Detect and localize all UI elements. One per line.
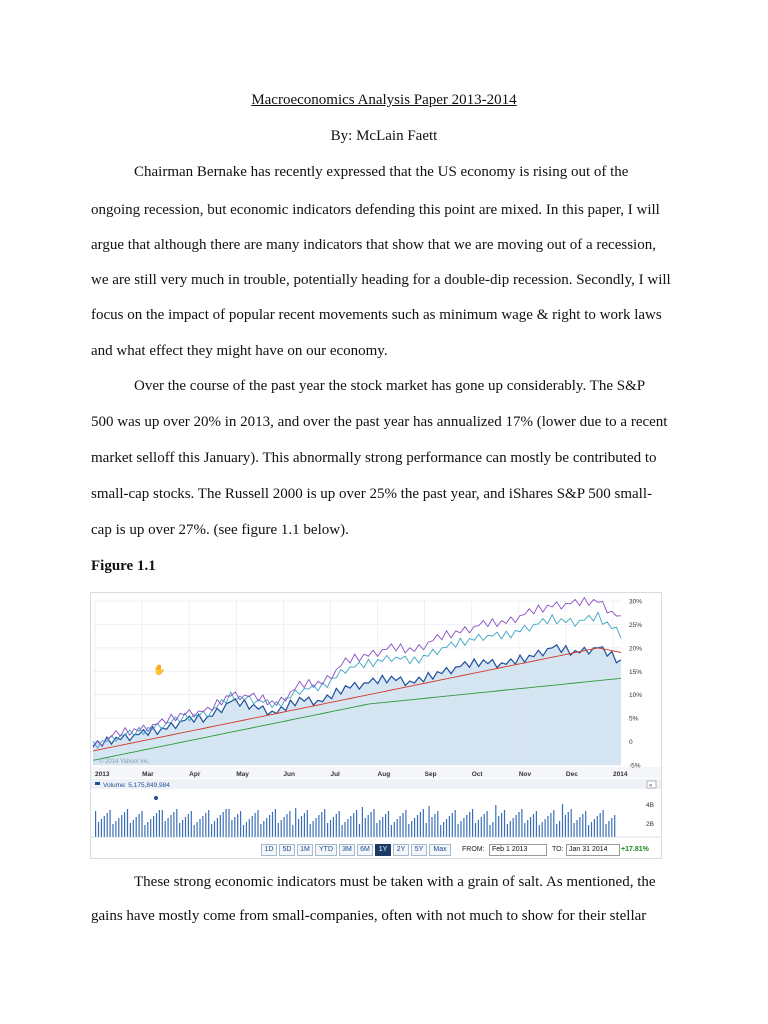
volume-bar — [408, 824, 409, 837]
volume-bar — [405, 810, 406, 837]
volume-bar — [518, 812, 519, 837]
volume-bar — [426, 823, 427, 837]
volume-bar — [579, 817, 580, 837]
volume-bar — [585, 811, 586, 837]
volume-bar — [324, 809, 325, 837]
volume-bar — [234, 817, 235, 837]
y-tick-label: 30% — [629, 598, 643, 606]
volume-bar — [307, 810, 308, 837]
volume-bar — [286, 814, 287, 837]
author-byline: By: McLain Faett — [330, 128, 438, 144]
x-tick-label: Sep — [424, 771, 437, 778]
volume-bar — [513, 818, 514, 837]
volume-bar — [475, 823, 476, 837]
paragraph-line: cap is up over 27%. (see figure 1.1 below). — [91, 522, 349, 538]
volume-bar — [188, 814, 189, 837]
volume-bar — [458, 824, 459, 837]
volume-bar — [275, 809, 276, 837]
volume-bar — [339, 811, 340, 837]
volume-bar — [205, 813, 206, 837]
volume-bar — [516, 815, 517, 837]
y-tick-label: 25% — [629, 621, 643, 629]
figure-label: Figure 1.1 — [91, 558, 156, 574]
volume-bar — [469, 812, 470, 837]
paragraph-line: 500 was up over 20% in 2013, and over the past year has annualized 17% (lower due to a recent — [91, 414, 668, 430]
volume-bar — [124, 812, 125, 837]
volume-bar — [391, 825, 392, 837]
volume-bar — [150, 819, 151, 837]
volume-bar — [292, 825, 293, 837]
volume-legend-icon — [95, 782, 100, 785]
volume-bar — [452, 813, 453, 837]
volume-bar — [614, 815, 615, 837]
volume-bar — [524, 823, 525, 837]
volume-bar — [443, 822, 444, 837]
volume-bar — [269, 815, 270, 837]
volume-bar — [301, 816, 302, 837]
volume-bar — [240, 811, 241, 837]
volume-bar — [110, 810, 111, 837]
volume-bar — [600, 813, 601, 837]
volume-bar — [144, 825, 145, 837]
volume-bar — [141, 811, 142, 837]
x-tick-label: Nov — [518, 771, 532, 778]
volume-bar — [226, 809, 227, 837]
range-button-1d[interactable]: 1D — [261, 844, 277, 856]
volume-bar — [440, 825, 441, 837]
volume-bar — [501, 813, 502, 837]
volume-bar — [165, 821, 166, 837]
volume-bar — [133, 820, 134, 837]
volume-bar — [527, 820, 528, 837]
x-tick-label: Mar — [142, 771, 154, 778]
volume-bar — [507, 824, 508, 837]
y-tick-label: 5% — [629, 715, 639, 723]
volume-bar — [356, 810, 357, 837]
x-tick-label: 2014 — [613, 771, 628, 778]
volume-bar — [521, 809, 522, 837]
volume-bar — [98, 822, 99, 837]
volume-bar — [310, 824, 311, 837]
hand-cursor-icon: ✋ — [153, 665, 166, 676]
x-tick-label: 2013 — [95, 771, 110, 778]
volume-bar — [556, 824, 557, 837]
to-label: TO: — [552, 846, 564, 853]
volume-bar — [562, 804, 563, 837]
volume-bar — [597, 816, 598, 837]
volume-bar — [107, 813, 108, 837]
volume-bar — [429, 806, 430, 837]
volume-bar — [214, 821, 215, 837]
page-title: Macroeconomics Analysis Paper 2013-2014 — [251, 92, 517, 108]
volume-bar — [95, 811, 96, 837]
collapse-volume-glyph: « — [649, 783, 653, 789]
from-label: FROM: — [462, 846, 485, 853]
volume-bar — [243, 825, 244, 837]
volume-tick-label: 4B — [646, 802, 654, 809]
volume-bar — [487, 811, 488, 837]
volume-bar — [431, 817, 432, 837]
volume-bar — [382, 817, 383, 837]
volume-bar — [582, 814, 583, 837]
volume-bar — [139, 814, 140, 837]
volume-bar — [385, 814, 386, 837]
volume-bar — [179, 823, 180, 837]
volume-bar — [257, 810, 258, 837]
volume-bar — [608, 821, 609, 837]
volume-bar — [208, 810, 209, 837]
volume-bar — [603, 810, 604, 837]
volume-bar — [530, 817, 531, 837]
volume-bar — [101, 819, 102, 837]
volume-bar — [298, 819, 299, 837]
volume-bar — [350, 816, 351, 837]
volume-bar — [553, 810, 554, 837]
y-tick-label: 15% — [629, 668, 643, 676]
stock-chart[interactable] — [90, 592, 662, 859]
volume-bar — [379, 820, 380, 837]
x-tick-label: Apr — [189, 771, 201, 778]
volume-bar — [347, 819, 348, 837]
volume-bar — [539, 825, 540, 837]
volume-bar — [156, 813, 157, 837]
volume-label: Volume: 5,175,849,984 — [103, 782, 170, 789]
paragraph-line: Over the course of the past year the stock market has gone up considerably. The S&P — [134, 378, 646, 394]
volume-bar — [295, 808, 296, 837]
volume-bar — [159, 810, 160, 837]
volume-bar — [495, 805, 496, 837]
to-date-input[interactable]: Jan 31 2014 — [566, 844, 620, 856]
volume-bar — [371, 812, 372, 837]
volume-bar — [394, 822, 395, 837]
volume-bar — [304, 813, 305, 837]
paragraph-line: market selloff this January). This abnormally strong performance can mostly be contributed to — [91, 450, 657, 466]
volume-bar — [278, 823, 279, 837]
paragraph-line: and what effect they might have on our economy. — [91, 343, 388, 359]
volume-bar — [228, 809, 229, 837]
y-tick-label: 0 — [629, 739, 633, 747]
volume-bar — [547, 816, 548, 837]
paragraph-line: focus on the impact of popular recent movements such as minimum wage & right to work laws — [91, 307, 662, 323]
paragraph-line: we are still very much in trouble, potentially heading for a double-dip recession. Secondly, I will — [91, 272, 671, 288]
chart-area-fill — [93, 645, 621, 765]
volume-bar — [237, 814, 238, 837]
x-tick-label: Jul — [330, 771, 340, 778]
volume-bar — [176, 809, 177, 837]
volume-bar — [246, 822, 247, 837]
volume-bar — [568, 812, 569, 837]
volume-bar — [121, 815, 122, 837]
volume-bar — [388, 811, 389, 837]
volume-bar — [255, 813, 256, 837]
volume-bar — [359, 824, 360, 837]
volume-bar — [455, 810, 456, 837]
volume-bar — [333, 817, 334, 837]
volume-bar — [571, 809, 572, 837]
volume-bar — [576, 820, 577, 837]
volume-bar — [118, 818, 119, 837]
from-date-input[interactable]: Feb 1 2013 — [489, 844, 547, 856]
volume-header-bar — [91, 779, 661, 789]
volume-bar — [182, 820, 183, 837]
volume-bar — [191, 811, 192, 837]
range-button-1y[interactable]: 1Y — [375, 844, 391, 856]
paragraph-line: Chairman Bernake has recently expressed that the US economy is rising out of the — [134, 164, 629, 180]
volume-bar — [170, 815, 171, 837]
volume-bar — [342, 825, 343, 837]
volume-bar — [330, 820, 331, 837]
volume-bar — [489, 825, 490, 837]
x-tick-label: Jun — [283, 771, 295, 778]
paragraph-line: These strong economic indicators must be taken with a grain of salt. As mentioned, the — [134, 874, 656, 890]
volume-bar — [492, 822, 493, 837]
volume-bar — [504, 810, 505, 837]
volume-bar — [231, 820, 232, 837]
volume-bar — [588, 825, 589, 837]
volume-bar — [460, 821, 461, 837]
range-button-2y[interactable]: 2Y — [393, 844, 409, 856]
volume-bar — [199, 819, 200, 837]
volume-bar — [550, 813, 551, 837]
paragraph-line: ongoing recession, but economic indicators defending this point are mixed. In this paper, I will — [91, 202, 660, 218]
volume-bar — [344, 822, 345, 837]
volume-bar — [260, 824, 261, 837]
chart-svg — [91, 593, 661, 858]
volume-bar — [542, 822, 543, 837]
volume-bar — [202, 816, 203, 837]
volume-bar — [365, 818, 366, 837]
volume-bar — [400, 816, 401, 837]
volume-bar — [127, 809, 128, 837]
volume-bar — [115, 821, 116, 837]
volume-bar — [362, 807, 363, 837]
volume-bar — [289, 811, 290, 837]
volume-bar — [327, 823, 328, 837]
volume-bar — [130, 823, 131, 837]
y-tick-label: -5% — [629, 762, 641, 770]
volume-bar — [281, 820, 282, 837]
volume-marker — [154, 796, 158, 800]
volume-bar — [249, 819, 250, 837]
volume-bar — [266, 818, 267, 837]
volume-bar — [153, 816, 154, 837]
volume-bar — [434, 814, 435, 837]
volume-bar — [594, 819, 595, 837]
volume-bar — [533, 814, 534, 837]
volume-bar — [318, 815, 319, 837]
volume-bar — [185, 817, 186, 837]
x-tick-label: Dec — [565, 771, 578, 778]
volume-bar — [591, 822, 592, 837]
volume-bar — [510, 821, 511, 837]
volume-bar — [498, 816, 499, 837]
volume-bar — [536, 811, 537, 837]
volume-bar — [217, 818, 218, 837]
range-button-ytd[interactable]: YTD — [315, 844, 337, 856]
volume-tick-label: 2B — [646, 821, 654, 828]
volume-bar — [373, 809, 374, 837]
volume-bar — [565, 815, 566, 837]
volume-bar — [423, 809, 424, 837]
volume-bar — [147, 822, 148, 837]
volume-bar — [446, 819, 447, 837]
volume-bar — [397, 819, 398, 837]
volume-bar — [136, 817, 137, 837]
volume-bar — [194, 825, 195, 837]
volume-bar — [376, 823, 377, 837]
volume-bar — [478, 820, 479, 837]
range-button-3m[interactable]: 3M — [339, 844, 355, 856]
volume-bar — [368, 815, 369, 837]
volume-bar — [336, 814, 337, 837]
volume-bar — [211, 824, 212, 837]
volume-bar — [313, 821, 314, 837]
chart-watermark: © 2014 Yahoo! Inc. — [99, 759, 150, 765]
volume-bar — [545, 819, 546, 837]
volume-bar — [321, 812, 322, 837]
volume-bar — [173, 812, 174, 837]
volume-bar — [463, 818, 464, 837]
volume-bar — [220, 815, 221, 837]
volume-bar — [263, 821, 264, 837]
volume-bar — [449, 816, 450, 837]
volume-bar — [402, 813, 403, 837]
volume-bar — [605, 824, 606, 837]
volume-bar — [481, 817, 482, 837]
range-button-5d[interactable]: 5D — [279, 844, 295, 856]
paragraph-line: gains have mostly come from small-companies, often with not much to show for their stellar — [91, 908, 647, 924]
volume-bar — [559, 821, 560, 837]
range-button-1m[interactable]: 1M — [297, 844, 313, 856]
volume-bar — [112, 824, 113, 837]
paragraph-line: argue that although there are many indicators that show that we are moving out of a recession, — [91, 237, 656, 253]
volume-bar — [197, 822, 198, 837]
volume-bar — [574, 823, 575, 837]
x-tick-label: May — [236, 771, 249, 778]
volume-bar — [414, 818, 415, 837]
volume-bar — [411, 821, 412, 837]
range-button-5y[interactable]: 5Y — [411, 844, 427, 856]
volume-bar — [223, 812, 224, 837]
volume-bar — [611, 818, 612, 837]
volume-bar — [437, 811, 438, 837]
volume-bar — [284, 817, 285, 837]
volume-bar — [162, 810, 163, 837]
paragraph-line: small-cap stocks. The Russell 2000 is up over 25% the past year, and iShares S&P 500 small- — [91, 486, 652, 502]
volume-bar — [353, 813, 354, 837]
percent-change: +17.81% — [621, 846, 649, 853]
x-tick-label: Aug — [377, 771, 391, 778]
volume-bar — [417, 815, 418, 837]
y-tick-label: 10% — [629, 692, 643, 700]
y-tick-label: 20% — [629, 645, 643, 653]
volume-bar — [252, 816, 253, 837]
volume-bar — [420, 812, 421, 837]
volume-bar — [272, 812, 273, 837]
range-button-6m[interactable]: 6M — [357, 844, 373, 856]
volume-bar — [484, 814, 485, 837]
volume-bar — [472, 809, 473, 837]
volume-bar — [168, 818, 169, 837]
range-button-max[interactable]: Max — [429, 844, 451, 856]
volume-bar — [315, 818, 316, 837]
volume-bar — [104, 816, 105, 837]
volume-bar — [466, 815, 467, 837]
x-tick-label: Oct — [471, 771, 483, 778]
